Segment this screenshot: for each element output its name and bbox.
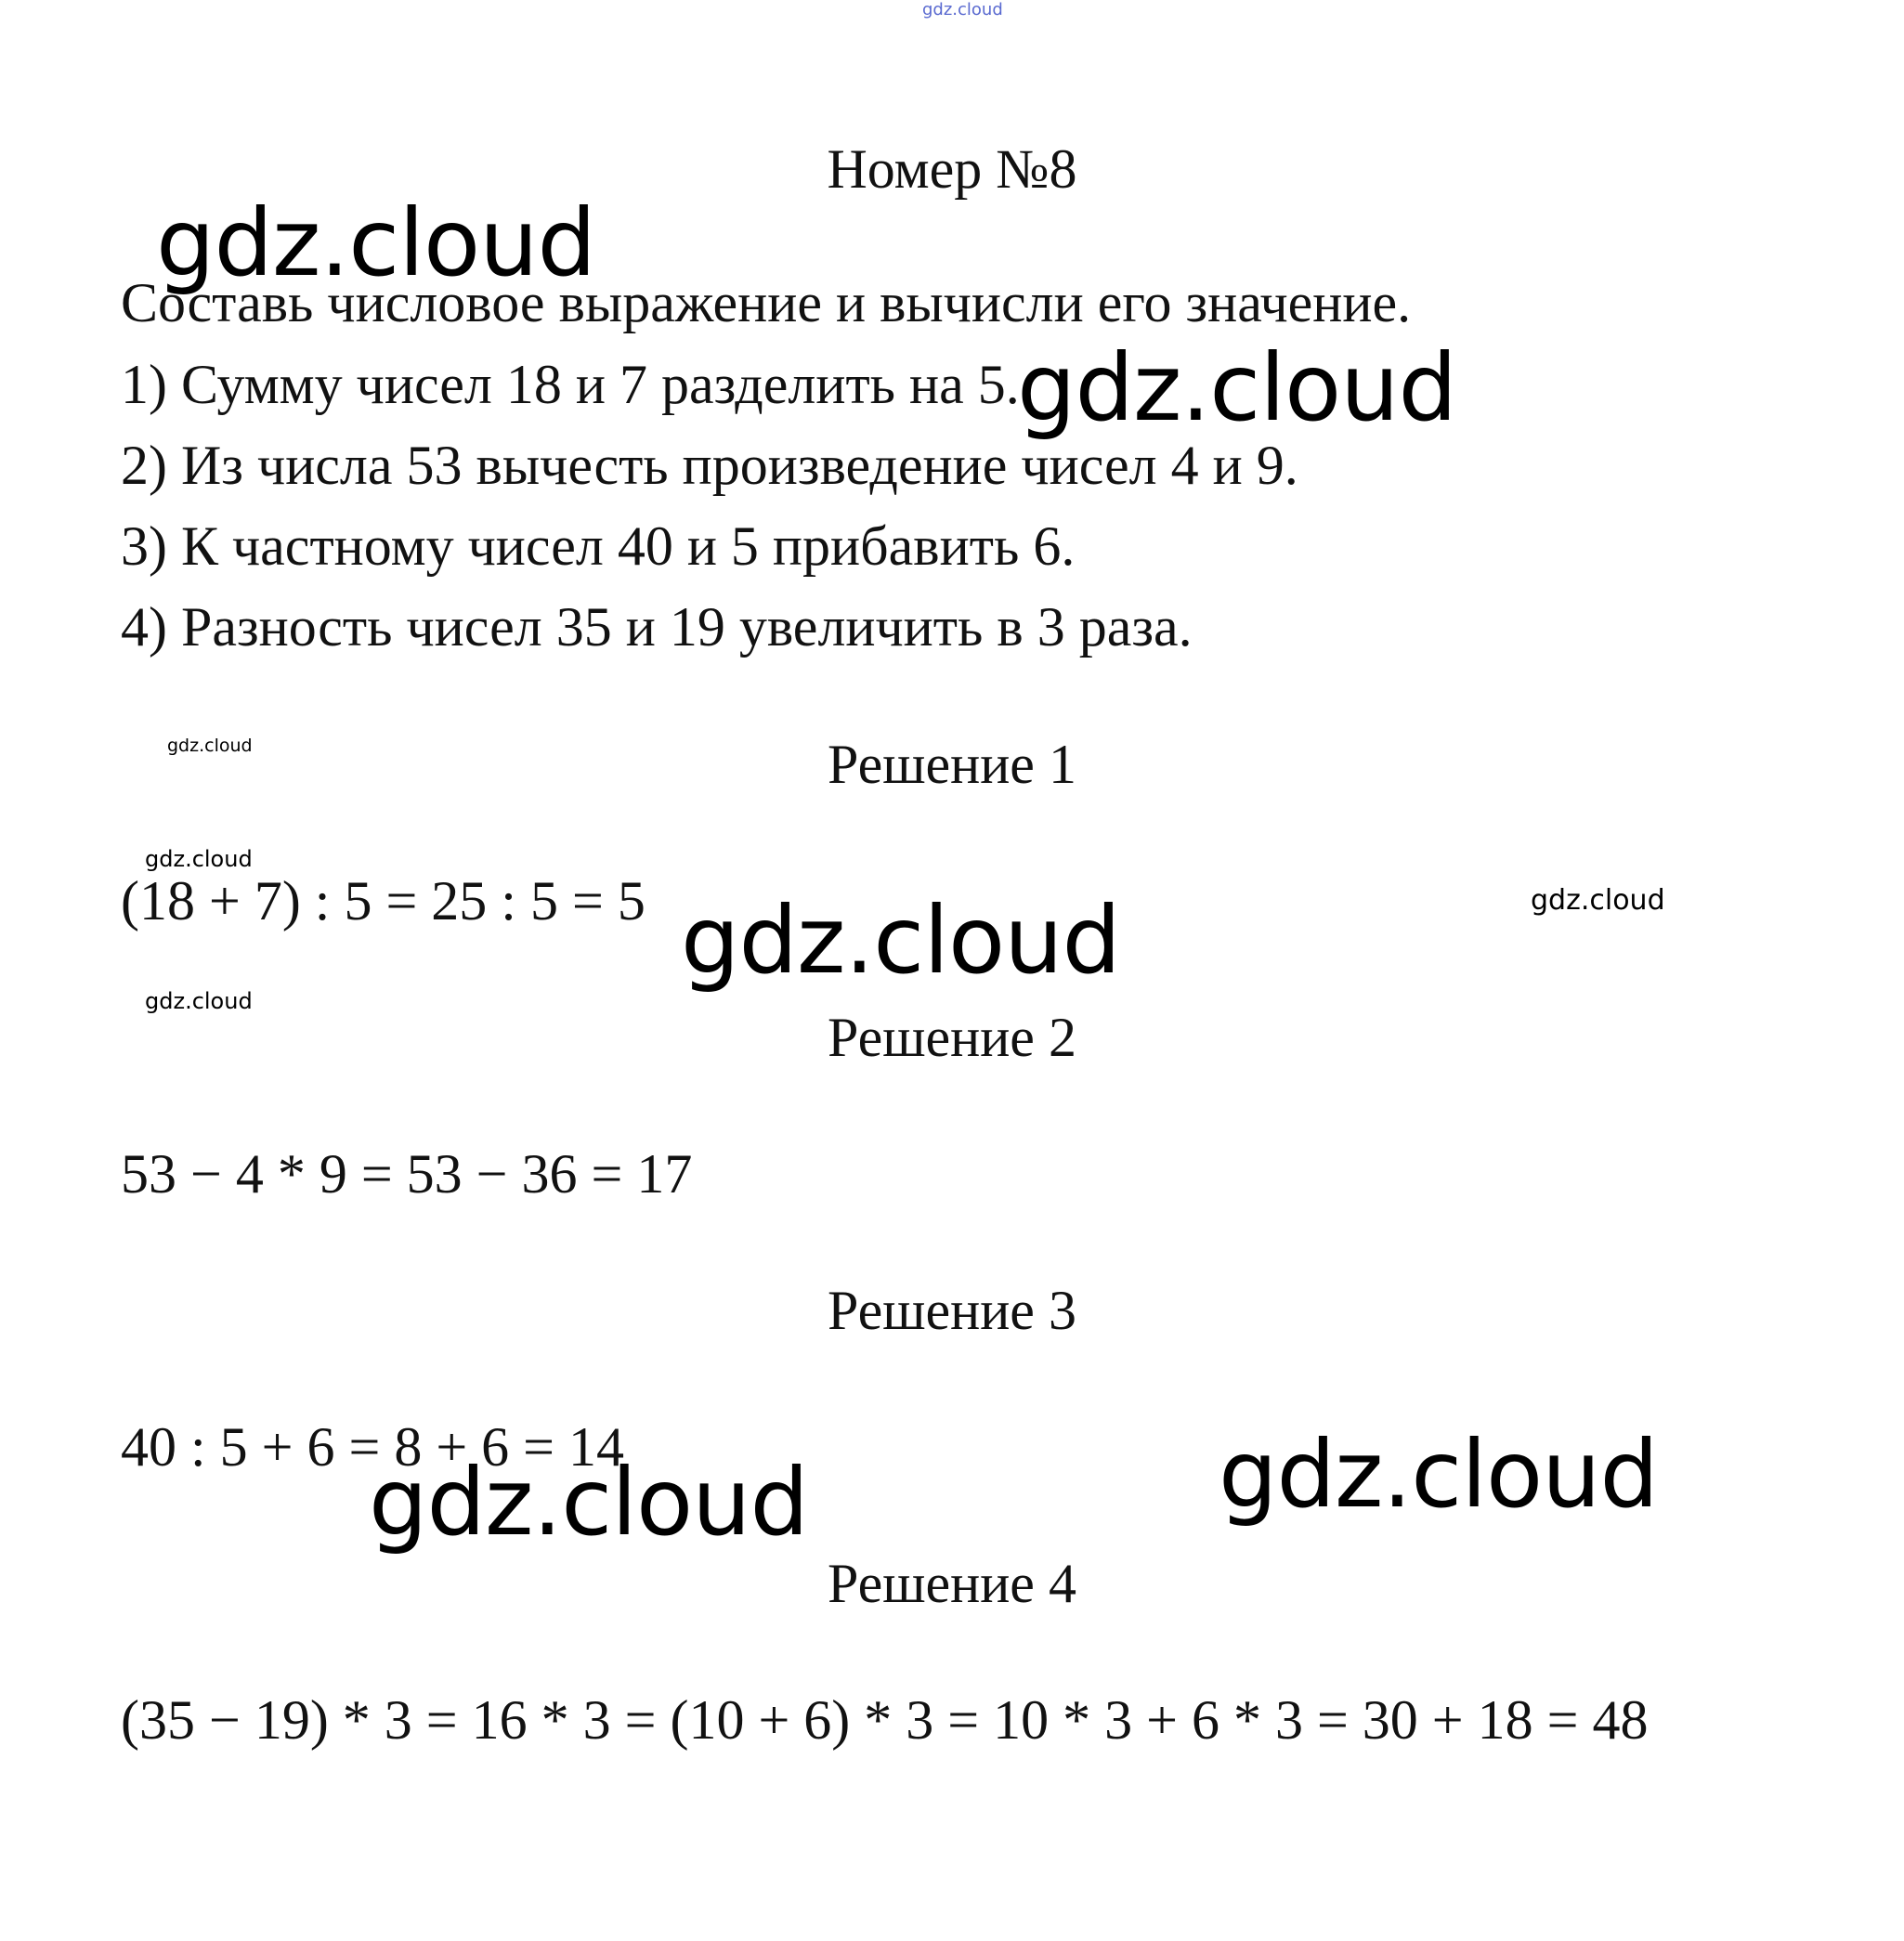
task-item-4: 4) Разность чисел 35 и 19 увеличить в 3 раза. bbox=[121, 596, 1193, 658]
solution-1-expression: (18 + 7) : 5 = 25 : 5 = 5 bbox=[121, 870, 646, 931]
solution-1-title: Решение 1 bbox=[828, 734, 1076, 795]
watermark-small-1: gdz.cloud bbox=[167, 736, 253, 756]
solution-4-title: Решение 4 bbox=[828, 1553, 1076, 1614]
solution-4-expression: (35 − 19) * 3 = 16 * 3 = (10 + 6) * 3 = 10 * 3 + 6 * 3 = 30 + 18 = 48 bbox=[121, 1689, 1649, 1751]
watermark-large-4: gdz.cloud bbox=[1219, 1420, 1659, 1529]
task-item-3: 3) К частному чисел 40 и 5 прибавить 6. bbox=[121, 515, 1076, 577]
solution-2-title: Решение 2 bbox=[828, 1007, 1076, 1068]
watermark-large-1: gdz.cloud bbox=[156, 189, 596, 297]
page-title: Номер №8 bbox=[827, 138, 1077, 200]
task-item-2: 2) Из числа 53 вычесть произведение чисел 4 и 9. bbox=[121, 435, 1298, 496]
task-instruction: Составь числовое выражение и вычисли его значение. bbox=[121, 272, 1412, 333]
solution-2-expression: 53 − 4 * 9 = 53 − 36 = 17 bbox=[121, 1143, 693, 1205]
watermark-small-3: gdz.cloud bbox=[1531, 884, 1665, 917]
watermark-large-3: gdz.cloud bbox=[681, 886, 1121, 995]
watermark-top: gdz.cloud bbox=[922, 0, 1003, 20]
watermark-large-2: gdz.cloud bbox=[1017, 333, 1457, 442]
watermark-small-2: gdz.cloud bbox=[145, 846, 253, 872]
task-item-1: 1) Сумму чисел 18 и 7 разделить на 5. bbox=[121, 354, 1020, 415]
watermark-large-5: gdz.cloud bbox=[369, 1448, 809, 1557]
solution-3-title: Решение 3 bbox=[828, 1280, 1076, 1341]
watermark-small-4: gdz.cloud bbox=[145, 988, 253, 1014]
solution-3-expression: 40 : 5 + 6 = 8 + 6 = 14 bbox=[121, 1416, 625, 1478]
